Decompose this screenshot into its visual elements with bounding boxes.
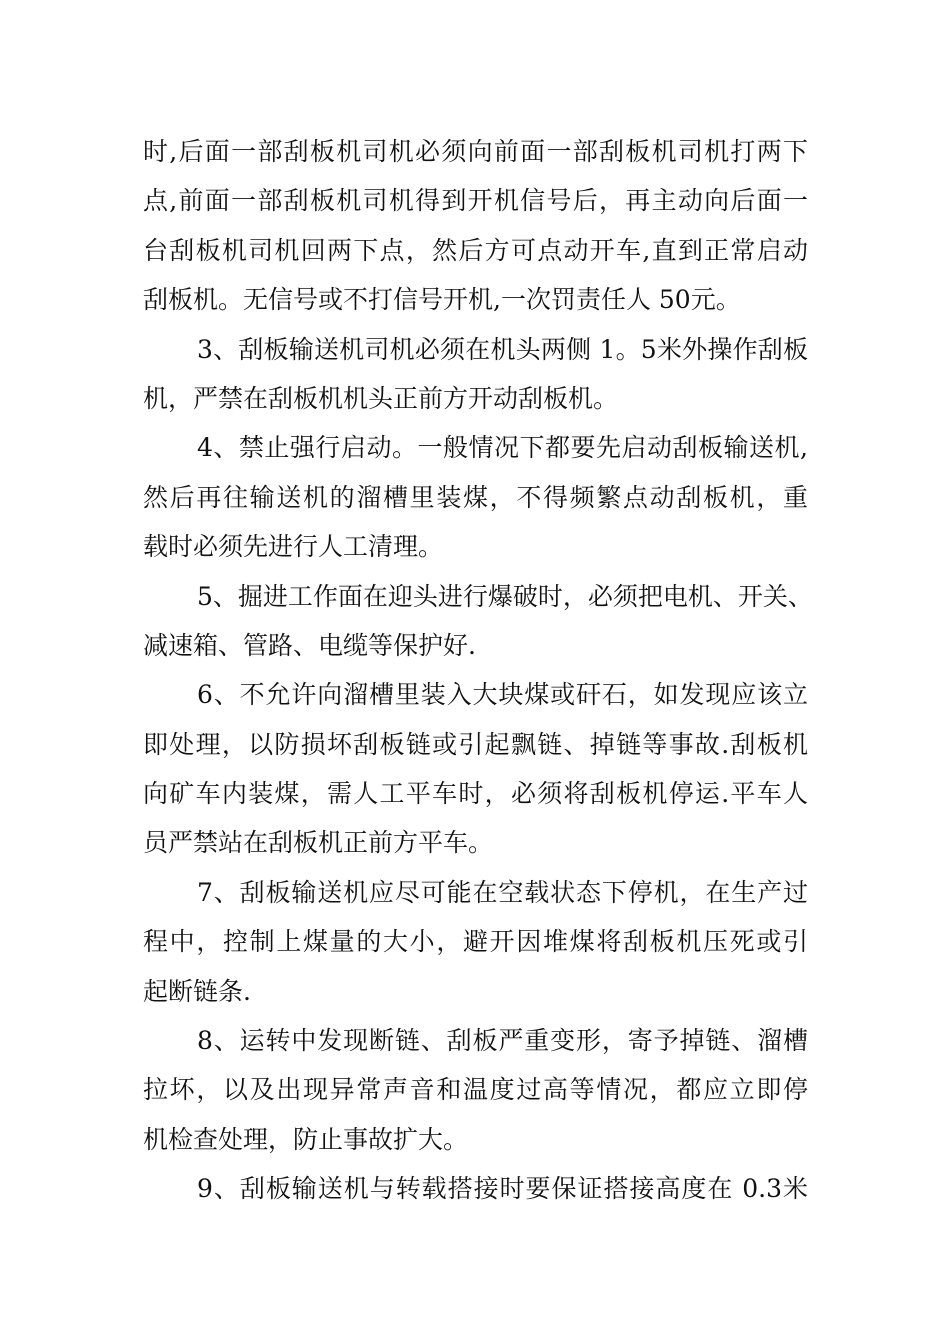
text-line: 即处理，以防损坏刮板链或引起飘链、掉链等事故.刮板机 (143, 729, 808, 759)
text-line: 程中，控制上煤量的大小，避开因堆煤将刮板机压死或引 (143, 927, 808, 957)
text-line: 8、运转中发现断链、刮板严重变形，寄予掉链、溜槽 (197, 1026, 808, 1056)
text-line: 然后再往输送机的溜槽里装煤，不得频繁点动刮板机，重 (143, 482, 808, 512)
text-line: 时,后面一部刮板机司机必须向前面一部刮板机司机打两下 (143, 137, 808, 166)
text-line: 4、禁止强行启动。一般情况下都要先启动刮板输送机, (197, 433, 808, 463)
text-line: 点,前面一部刮板机司机得到开机信号后，再主动向后面一 (143, 186, 808, 216)
text-line: 拉坏，以及出现异常声音和温度过高等情况，都应立即停 (143, 1075, 808, 1105)
text-line: 机，严禁在刮板机机头正前方开动刮板机。 (143, 383, 619, 413)
text-line: 员严禁站在刮板机正前方平车。 (143, 828, 494, 858)
text-line: 减速箱、管路、电缆等保护好. (143, 630, 476, 660)
text-line: 台刮板机司机回两下点，然后方可点动开车,直到正常启动 (143, 235, 808, 265)
text-line: 5、掘进工作面在迎头进行爆破时，必须把电机、开关、 (197, 581, 813, 611)
text-line: 7、刮板输送机应尽可能在空载状态下停机，在生产过 (197, 877, 808, 907)
text-line: 3、刮板输送机司机必须在机头两侧 1。5米外操作刮板 (197, 334, 808, 364)
text-line: 载时必须先进行人工清理。 (143, 532, 444, 562)
text-line: 6、不允许向溜槽里装入大块煤或矸石，如发现应该立 (197, 680, 808, 710)
text-line: 9、刮板输送机与转载搭接时要保证搭接高度在 0.3米 (197, 1174, 808, 1204)
text-line: 向矿车内装煤，需人工平车时，必须将刮板机停运.平车人 (143, 779, 808, 809)
text-line: 刮板机。无信号或不打信号开机,一次罚责任人 50元。 (143, 285, 741, 315)
text-line: 起断链条. (143, 976, 251, 1006)
body-text (143, 127, 813, 1214)
text-line: 机检查处理，防止事故扩大。 (143, 1124, 469, 1154)
